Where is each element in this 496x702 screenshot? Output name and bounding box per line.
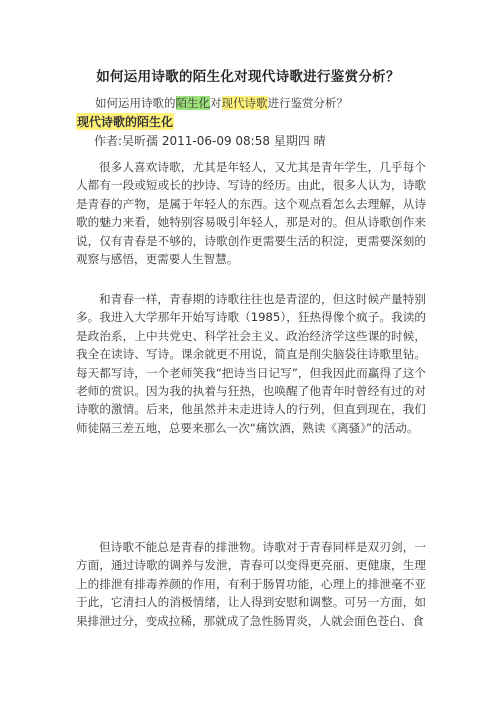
paragraph-3: 但诗歌不能总是青春的排泄物。诗歌对于青春同样是双刃剑，一方面，通过诗歌的调养与发泄，青春可以变得更亮丽、更健康，生理上的排泄有排毒养颜的作用，有利于肠胃功能，心理上的排泄毫不亚于此，它清扫人的消极情绪，让人得到安慰和调整。可另一方面，如果排泄过分，变成拉稀，那就成了急性肠胃炎，人就会面色苍白、食 [76,540,426,628]
question-suffix: 进行鉴赏分析？ [267,96,348,110]
paragraph-1: 很多人喜欢诗歌，尤其是年轻人，又尤其是青年学生，几乎每个人都有一段或短或长的抄诗、写诗的经历。由此，很多人认为，诗歌是青春的产物，是属于年轻人的东西。这个观点看怎么去理解，从诗歌的魅力来看，她特别容易吸引年轻人，那是对的。但从诗歌创作来说，仅有青春是不够的，诗歌创作更需要生活的积淀，更需要深刻的观察与感悟，更需要人生智慧。 [76,160,426,267]
highlight-term-defamiliarization: 陌生化 [175,96,210,110]
question-line [95,95,348,111]
highlight-term-modern-poetry: 现代诗歌 [221,96,268,110]
section-title: 现代诗歌的陌生化 [77,115,174,129]
question-prefix: 如何运用诗歌的 [95,96,176,110]
author-line: 作者:吴昕孺 2011-06-09 08:58 星期四 晴 [94,134,326,148]
paragraph-2: 和青春一样，青春期的诗歌往往也是青涩的，但这时候产量特别多。我进入大学那年开始写诗歌（1985），狂热得像个疯子。我读的是政治系，上中共党史、科学社会主义、政治经济学这些课的时候，我全在读诗、写诗。课余就更不用说，简直是削尖脑袋往诗歌里钻。每天都写诗，一个老师笑我“把诗当日记写”，但我因此而赢得了这个老师的赏识。因为我的执着与狂热，也唤醒了他青年时曾经有过的对诗歌的激情。后来，他虽然并未走进诗人的行列，但直到现在，我们师徒隔三差五地，总要来那么一次“痛饮酒，熟读《离骚》”的活动。 [76,292,426,435]
question-mid: 对 [210,96,222,110]
document-title: 如何运用诗歌的陌生化对现代诗歌进行鉴赏分析？ [96,69,400,85]
